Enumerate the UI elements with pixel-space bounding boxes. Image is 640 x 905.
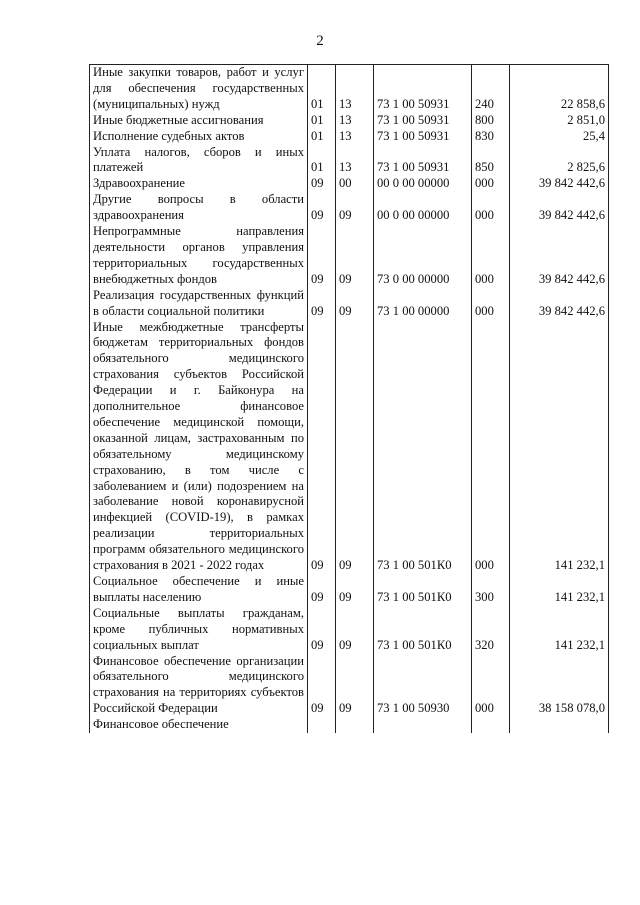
table-row	[90, 129, 609, 145]
row-section: 01	[308, 129, 336, 145]
table-row	[90, 224, 609, 288]
row-expense-type: 000	[472, 176, 510, 192]
row-subsection: 13	[336, 65, 374, 113]
row-name: Реализация государственных функций в области социальной политики	[90, 288, 308, 320]
row-section: 09	[308, 224, 336, 288]
row-amount: 39 842 442,6	[510, 176, 609, 192]
row-name: Иные закупки товаров, работ и услуг для обеспечения государственных (муниципальных) нужд	[90, 65, 308, 113]
row-subsection: 13	[336, 113, 374, 129]
row-section: 09	[308, 288, 336, 320]
row-section: 01	[308, 113, 336, 129]
row-expense-type: 000	[472, 192, 510, 224]
row-amount: 2 851,0	[510, 113, 609, 129]
row-target-article: 73 1 00 50931	[374, 129, 472, 145]
row-subsection	[336, 717, 374, 733]
row-section: 09	[308, 654, 336, 718]
row-name: Иные бюджетные ассигнования	[90, 113, 308, 129]
row-name: Социальные выплаты гражданам, кроме публичных нормативных социальных выплат	[90, 606, 308, 654]
row-amount: 25,4	[510, 129, 609, 145]
row-expense-type	[472, 717, 510, 733]
row-section: 09	[308, 192, 336, 224]
row-target-article: 00 0 00 00000	[374, 192, 472, 224]
row-amount: 141 232,1	[510, 320, 609, 575]
row-target-article: 73 1 00 501К0	[374, 320, 472, 575]
row-amount: 22 858,6	[510, 65, 609, 113]
row-section	[308, 717, 336, 733]
table-row	[90, 176, 609, 192]
row-expense-type: 240	[472, 65, 510, 113]
row-section: 09	[308, 574, 336, 606]
table-row	[90, 606, 609, 654]
row-amount	[510, 717, 609, 733]
page-number: 2	[316, 33, 324, 49]
row-section: 09	[308, 320, 336, 575]
row-expense-type: 300	[472, 574, 510, 606]
table-row	[90, 145, 609, 177]
row-name: Финансовое обеспечение организации обязательного медицинского страхования на территориях субъектов Российской Федерации	[90, 654, 308, 718]
row-name: Здравоохранение	[90, 176, 308, 192]
row-expense-type: 830	[472, 129, 510, 145]
row-section: 09	[308, 606, 336, 654]
table-row	[90, 574, 609, 606]
row-amount: 2 825,6	[510, 145, 609, 177]
row-name: Финансовое обеспечение	[90, 717, 308, 733]
row-subsection: 09	[336, 320, 374, 575]
row-name: Исполнение судебных актов	[90, 129, 308, 145]
row-target-article: 73 0 00 00000	[374, 224, 472, 288]
row-name: Иные межбюджетные трансферты бюджетам территориальных фондов обязательного медицинского страхования субъектов Российской Федерации и г. Байконура на дополнительное финансовое обеспечение медицинской помощи, оказанной лицам, застрахованным по обязательному медицинскому страхованию, в том числе с заболеванием и (или) подозрением на заболевание новой коронавирусной инфекцией (COVID-19), в рамках реализации территориальных программ обязательного медицинского страхования в 2021 - 2022 годах	[90, 320, 308, 575]
table-row	[90, 65, 609, 113]
row-subsection: 09	[336, 654, 374, 718]
row-section: 01	[308, 145, 336, 177]
table-row	[90, 288, 609, 320]
row-target-article: 73 1 00 501К0	[374, 606, 472, 654]
row-expense-type: 800	[472, 113, 510, 129]
row-expense-type: 000	[472, 320, 510, 575]
table-row	[90, 192, 609, 224]
row-name: Уплата налогов, сборов и иных платежей	[90, 145, 308, 177]
row-target-article: 73 1 00 50931	[374, 65, 472, 113]
row-name: Непрограммные направления деятельности органов управления территориальных государственных внебюджетных фондов	[90, 224, 308, 288]
row-amount: 141 232,1	[510, 574, 609, 606]
row-amount: 39 842 442,6	[510, 224, 609, 288]
table-row	[90, 717, 609, 733]
row-subsection: 09	[336, 192, 374, 224]
row-expense-type: 320	[472, 606, 510, 654]
row-subsection: 09	[336, 574, 374, 606]
row-target-article: 00 0 00 00000	[374, 176, 472, 192]
row-subsection: 09	[336, 288, 374, 320]
row-target-article: 73 1 00 50930	[374, 654, 472, 718]
row-target-article: 73 1 00 50931	[374, 145, 472, 177]
row-target-article: 73 1 00 50931	[374, 113, 472, 129]
row-amount: 38 158 078,0	[510, 654, 609, 718]
row-name: Другие вопросы в области здравоохранения	[90, 192, 308, 224]
row-expense-type: 000	[472, 288, 510, 320]
row-subsection: 09	[336, 606, 374, 654]
row-expense-type: 000	[472, 654, 510, 718]
row-expense-type: 850	[472, 145, 510, 177]
row-amount: 39 842 442,6	[510, 288, 609, 320]
row-expense-type: 000	[472, 224, 510, 288]
row-section: 09	[308, 176, 336, 192]
row-amount: 141 232,1	[510, 606, 609, 654]
row-amount: 39 842 442,6	[510, 192, 609, 224]
row-subsection: 00	[336, 176, 374, 192]
row-section: 01	[308, 65, 336, 113]
row-target-article: 73 1 00 501К0	[374, 574, 472, 606]
table-row	[90, 113, 609, 129]
table-row	[90, 320, 609, 575]
budget-table	[89, 64, 609, 733]
row-subsection: 13	[336, 145, 374, 177]
row-subsection: 13	[336, 129, 374, 145]
table-row	[90, 654, 609, 718]
row-name: Социальное обеспечение и иные выплаты населению	[90, 574, 308, 606]
row-target-article: 73 1 00 00000	[374, 288, 472, 320]
row-target-article	[374, 717, 472, 733]
row-subsection: 09	[336, 224, 374, 288]
